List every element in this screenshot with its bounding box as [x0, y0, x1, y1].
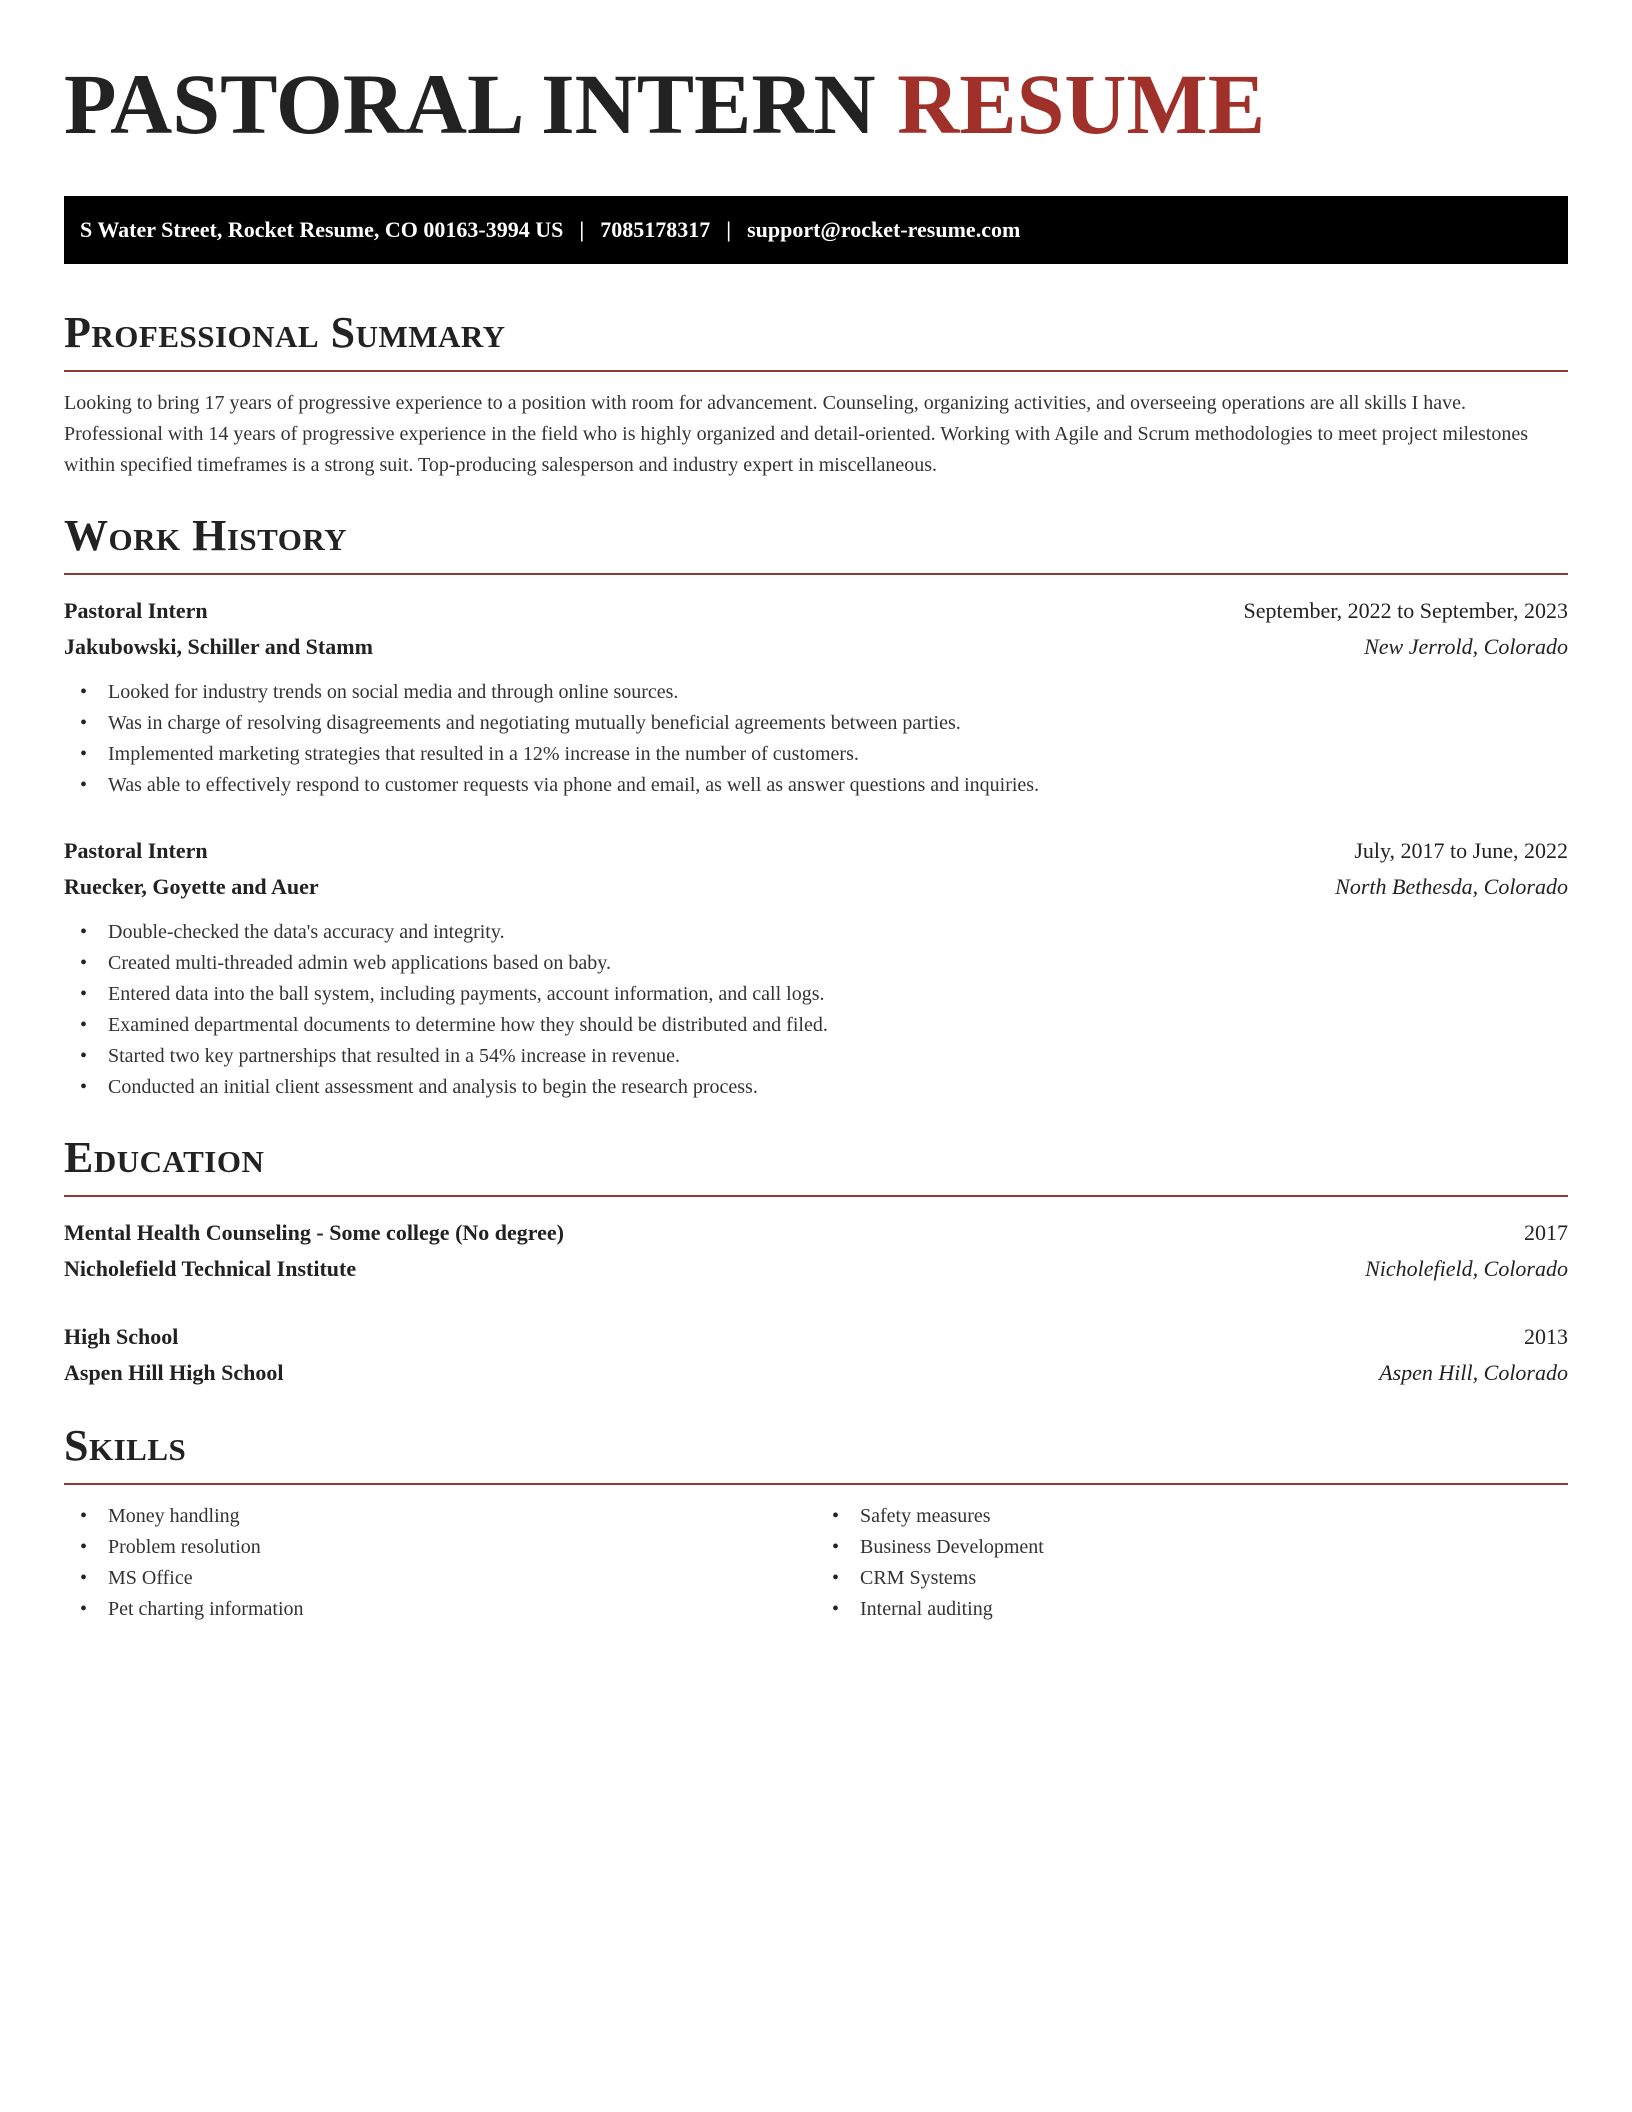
skills-list — [816, 1501, 1568, 1625]
contact-separator: | — [726, 217, 732, 242]
education-school-row — [64, 1355, 1568, 1391]
section-heading-work: Work History — [64, 511, 348, 560]
education-location: Aspen Hill, Colorado — [1379, 1360, 1568, 1385]
skill-item: • Pet charting information — [64, 1594, 816, 1625]
section-divider — [64, 1483, 1568, 1485]
job-entry — [64, 833, 1568, 1103]
skill-item: • MS Office — [64, 1563, 816, 1594]
job-header-row — [64, 833, 1568, 869]
education-entry — [64, 1319, 1568, 1391]
education-year: 2017 — [1524, 1220, 1568, 1245]
job-entry — [64, 593, 1568, 801]
summary-text: Looking to bring 17 years of progressive experience to a position with room for advancement. Counseling, organizing activities, and overseeing operations are all skills I have. Professional with 14 years of progressive experience in the field who is highly organized and detail-oriented. Working with Agile and Scrum methodologies to meet project milestones within specified timeframes is a strong suit. Top-producing salesperson and industry expert in miscellaneous. — [64, 392, 1528, 476]
skills-list — [64, 1501, 816, 1625]
education-location: Nicholefield, Colorado — [1365, 1256, 1568, 1281]
contact-bar — [64, 196, 1568, 264]
list-item: • Created multi-threaded admin web applications based on baby. — [64, 948, 1568, 979]
education-degree: Mental Health Counseling - Some college (No degree) — [64, 1220, 565, 1245]
contact-address: S Water Street, Rocket Resume, CO 00163-3994 US — [80, 217, 564, 242]
list-item: • Examined departmental documents to determine how they should be distributed and filed. — [64, 1010, 1568, 1041]
education-school: Aspen Hill High School — [64, 1360, 284, 1385]
section-divider — [64, 370, 1568, 372]
skills-column-left — [64, 1501, 816, 1625]
section-divider — [64, 573, 1568, 575]
education-section — [64, 1133, 1568, 1391]
section-heading-summary: Professional Summary — [64, 308, 506, 357]
job-location: New Jerrold, Colorado — [1364, 634, 1568, 659]
contact-separator: | — [579, 217, 585, 242]
list-item: • Entered data into the ball system, including payments, account information, and call logs. — [64, 979, 1568, 1010]
title-accent: RESUME — [897, 56, 1266, 152]
skills-column-right — [816, 1501, 1568, 1625]
section-heading-skills: Skills — [64, 1421, 187, 1470]
list-item: • Implemented marketing strategies that resulted in a 12% increase in the number of customers. — [64, 739, 1568, 770]
skills-grid — [64, 1501, 1568, 1625]
list-item: • Double-checked the data's accuracy and integrity. — [64, 917, 1568, 948]
job-company-row — [64, 869, 1568, 905]
list-item: • Looked for industry trends on social media and through online sources. — [64, 677, 1568, 708]
section-heading-education: Education — [64, 1133, 265, 1182]
job-company: Ruecker, Goyette and Auer — [64, 874, 319, 899]
professional-summary-section — [64, 308, 1568, 481]
job-company-row — [64, 629, 1568, 665]
education-year: 2013 — [1524, 1324, 1568, 1349]
education-entry — [64, 1215, 1568, 1287]
education-degree: High School — [64, 1324, 179, 1349]
job-bullets — [64, 917, 1568, 1103]
job-bullets — [64, 677, 1568, 801]
skill-item: • Safety measures — [816, 1501, 1568, 1532]
education-header-row — [64, 1215, 1568, 1251]
job-location: North Bethesda, Colorado — [1335, 874, 1568, 899]
list-item: • Was able to effectively respond to customer requests via phone and email, as well as answer questions and inquiries. — [64, 770, 1568, 801]
list-item: • Was in charge of resolving disagreements and negotiating mutually beneficial agreements between parties. — [64, 708, 1568, 739]
section-divider — [64, 1195, 1568, 1197]
skill-item: • Money handling — [64, 1501, 816, 1532]
skills-section — [64, 1421, 1568, 1625]
education-school-row — [64, 1251, 1568, 1287]
job-title: Pastoral Intern — [64, 838, 208, 863]
job-company: Jakubowski, Schiller and Stamm — [64, 634, 373, 659]
title-main: PASTORAL INTERN — [64, 56, 876, 152]
work-history-section — [64, 511, 1568, 1103]
skill-item: • Business Development — [816, 1532, 1568, 1563]
resume-title — [64, 56, 1568, 152]
contact-phone: 7085178317 — [600, 217, 711, 242]
education-header-row — [64, 1319, 1568, 1355]
skill-item: • Internal auditing — [816, 1594, 1568, 1625]
list-item: • Started two key partnerships that resulted in a 54% increase in revenue. — [64, 1041, 1568, 1072]
job-dates: July, 2017 to June, 2022 — [1354, 838, 1568, 863]
skill-item: • CRM Systems — [816, 1563, 1568, 1594]
skill-item: • Problem resolution — [64, 1532, 816, 1563]
list-item: • Conducted an initial client assessment and analysis to begin the research process. — [64, 1072, 1568, 1103]
job-header-row — [64, 593, 1568, 629]
contact-email: support@rocket-resume.com — [747, 217, 1021, 242]
education-school: Nicholefield Technical Institute — [64, 1256, 357, 1281]
job-title: Pastoral Intern — [64, 598, 208, 623]
job-dates: September, 2022 to September, 2023 — [1243, 598, 1568, 623]
